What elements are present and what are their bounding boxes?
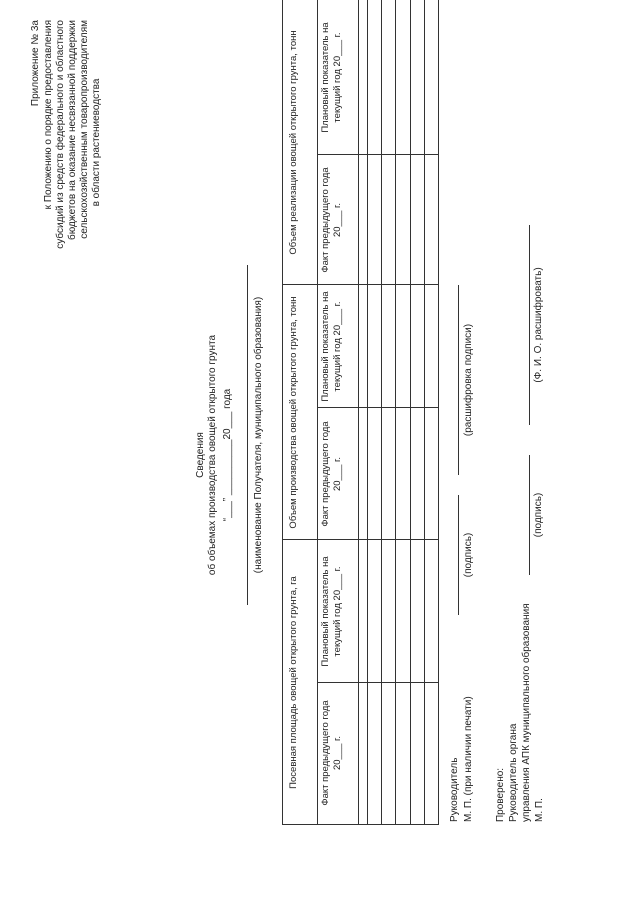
organ-fio-line [529, 225, 530, 425]
subheader-fact-2: Факт предыдущего года 20___ г. [320, 421, 343, 527]
organ-head-label: Руководитель органа [508, 723, 519, 822]
head-decoding-caption: (расшифровка подписи) [463, 323, 474, 437]
subheader-fact-3: Факт предыдущего года 20___ г. [320, 167, 343, 273]
head-signature-caption: (подпись) [463, 532, 474, 578]
checked-label: Проверено: [495, 767, 506, 822]
seal2-label: М. П. [534, 798, 545, 822]
head-decoding-line [458, 285, 459, 475]
appendix-line-1: к Положению о порядке предоставления [43, 20, 54, 210]
recipient-line [247, 265, 248, 605]
appendix-line-3: бюджетов на оказание несвязанной поддержки [67, 20, 78, 240]
appendix-block [30, 20, 103, 265]
subheader-fact-1: Факт предыдущего года 20___ г. [320, 700, 343, 806]
organ-name-label: управления АПК муниципального образования [521, 603, 532, 822]
header-sales: Объем реализации овощей открытого грунта, тонн [288, 30, 299, 255]
doc-date-line: “___” __________20___ года [222, 388, 233, 522]
subheader-plan-1: Плановый показатель на текущий год 20___ г. [320, 556, 343, 667]
subheader-plan-3: Плановый показатель на текущий год 20___ г. [320, 22, 343, 133]
head-label: Руководитель [449, 757, 460, 822]
organ-signature-caption: (подпись) [533, 492, 544, 538]
appendix-line-4: сельскохозяйственным товаропроизводителям [79, 20, 90, 239]
organ-signature-line [529, 455, 530, 575]
organ-fio-caption: (Ф. И. О. расшифровать) [533, 267, 544, 383]
appendix-line-2: субсидий из средств федерального и областного [55, 20, 66, 249]
appendix-line-5: в области растениеводства [91, 78, 102, 207]
head-signature-line [458, 495, 459, 615]
recipient-caption: (наименование Получателя, муниципального образования) [253, 296, 264, 574]
doc-title: Сведения [195, 432, 206, 478]
header-production: Объем производства овощей открытого грунта, тонн [288, 296, 299, 529]
subheader-plan-2: Плановый показатель на текущий год 20___ г. [320, 291, 343, 402]
appendix-title: Приложение № 3а [30, 20, 41, 107]
seal-label: М. П. (при наличии печати) [463, 696, 474, 822]
doc-subtitle: об объемах производства овощей открытого грунта [207, 334, 218, 576]
header-sown-area: Посевная площадь овощей открытого грунта, га [288, 576, 299, 789]
